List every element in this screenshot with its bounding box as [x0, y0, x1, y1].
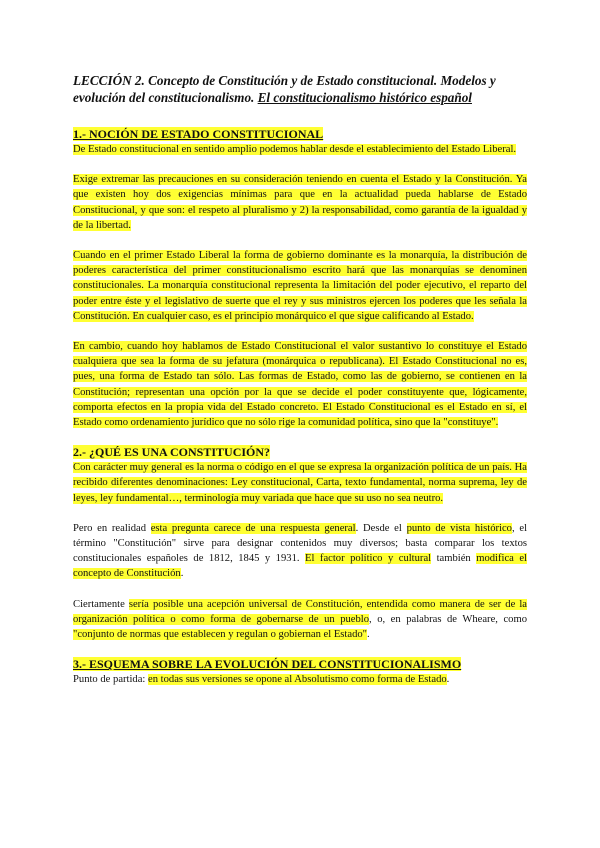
section-3-paragraph-1: [73, 672, 527, 687]
s2p2-plain-e: , el término "Constitución" sirve para designar contenidos muy diversos; basta comparar los textos constitucionales españoles de 1812, 1845 y 1931.: [73, 522, 528, 565]
section-1-paragraph-3-text: Cuando en el primer Estado Liberal la forma de gobierno dominante es la monarquía, la distribución de poderes característica del primer constitucionalismo escrito hará que las monarquías se denominen constitucionales. La monarquía constitucional representa la limitación del poder ejecutivo, el reparto del poder entre éste y el legislativo de suerte que el rey y sus ministros ejercen los poderes que les señala la Constitución. En cualquier caso, es el principio monárquico el que sigue calificando al Estado.: [73, 250, 527, 322]
s2p2-plain-c: . Desde el: [355, 522, 407, 534]
section-2-paragraph-3: [73, 597, 527, 643]
s2p2-highlight-f: El factor político y cultural: [305, 553, 432, 565]
section-1-heading: [73, 127, 527, 142]
document-page: [73, 72, 527, 702]
s2p3-plain-c: , o, en palabras de Wheare, como: [369, 613, 527, 625]
section-2-heading: [73, 445, 527, 460]
s2p3-plain-a: Ciertamente: [73, 598, 129, 610]
s2p2-plain-i: .: [180, 568, 184, 580]
section-2-paragraph-2: [73, 521, 527, 582]
s3p1-plain-c: .: [446, 674, 450, 686]
section-1-paragraph-1: [73, 142, 527, 157]
lesson-title-main: LECCIÓN 2. Concepto de Constitución y de Estado constitucional. Modelos y evolución del constitucionalismo.: [73, 73, 496, 105]
section-3-heading: [73, 657, 527, 672]
section-1-paragraph-2: [73, 172, 527, 233]
section-1-paragraph-4: [73, 339, 527, 430]
lesson-title-underlined: El constitucionalismo histórico español: [257, 90, 472, 105]
s2p2-plain-a: Pero en realidad: [73, 522, 151, 534]
s2p3-plain-e: .: [367, 629, 370, 641]
s2p2-highlight-d: punto de vista histórico: [406, 522, 512, 534]
section-1-heading-text: 1.- NOCIÓN DE ESTADO CONSTITUCIONAL: [73, 127, 324, 141]
section-2-paragraph-1: [73, 460, 527, 506]
section-3-heading-text: 3.- ESQUEMA SOBRE LA EVOLUCIÓN DEL CONSTITUCIONALISMO: [73, 657, 462, 672]
section-2-paragraph-1-text: Con carácter muy general es la norma o código en el que se expresa la organización política de un país. Ha recibido diferentes denominaciones: Ley constitucional, Carta, texto fundamental, norma suprema, ley de leyes, ley fundamental…, terminología muy variada que hace que su uso no sea neutro.: [73, 462, 527, 504]
s2p3-highlight-b: sería posible una acepción universal de Constitución, entendida como manera de ser de la organización política o como forma de gobernarse de un pueblo: [73, 598, 527, 625]
section-2-heading-text: 2.- ¿QUÉ ES UNA CONSTITUCIÓN?: [73, 445, 271, 460]
s2p3-highlight-d: "conjunto de normas que establecen y regulan o gobiernan el Estado": [73, 629, 367, 641]
section-1-paragraph-4-text: En cambio, cuando hoy hablamos de Estado Constitucional el valor sustantivo lo constituye el Estado cualquiera que sea la forma de su jefatura (monárquica o republicana). El Estado Constitucional no es, pues, una forma de Estado tan sólo. Las formas de Estado, como las de gobierno, se contienen en la Constitución; representan una opción por la que se decide el poder constituyente que, lógicamente, comporta efectos en la propia vida del Estado concreto. El Estado Constitucional es el Estado en sí, el Estado como ordenamiento jurídico que no sólo rige la comunidad política, sino que la "constituye".: [73, 341, 527, 429]
section-1-paragraph-3: [73, 248, 527, 324]
section-1-paragraph-2-text: Exige extremar las precauciones en su consideración teniendo en cuenta el Estado y la Constitución. Ya que existen hoy dos exigencias mínimas para que en la actualidad pueda hablarse de Estado Constitucional, y que son: el respeto al pluralismo y 2) la responsabilidad, como garantía de la igualdad y de la libertad.: [73, 174, 527, 231]
s3p1-highlight-b: en todas sus versiones se opone al Absolutismo como forma de Estado: [148, 674, 447, 686]
s2p2-highlight-b: esta pregunta carece de una respuesta general: [150, 522, 356, 534]
s3p1-plain-a: Punto de partida:: [73, 674, 149, 686]
section-1-paragraph-1-text: De Estado constitucional en sentido amplio podemos hablar desde el establecimiento del Estado Liberal.: [73, 144, 517, 155]
s2p2-plain-g: también: [431, 553, 477, 565]
lesson-title: [73, 72, 527, 106]
s2p2-highlight-h: modifica el concepto de Constitución: [73, 553, 528, 580]
